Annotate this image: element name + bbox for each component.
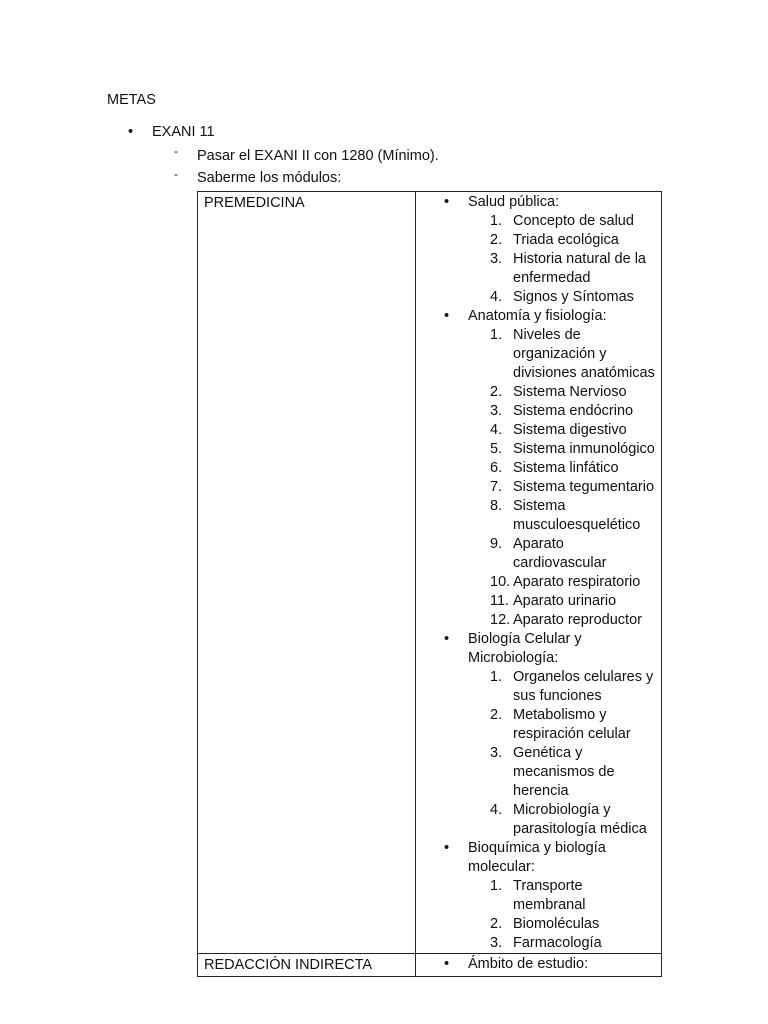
subtopic-number: 2. xyxy=(490,384,503,400)
subtopic-number: 3. xyxy=(490,935,503,951)
module-topics-cell xyxy=(416,192,662,954)
subtopic-text: Sistema Nervioso xyxy=(513,384,627,400)
subtopic-item xyxy=(468,744,657,801)
subtopic-number: 4. xyxy=(490,289,503,305)
subtopic-text: Farmacología xyxy=(513,935,602,951)
subtopic-text: Aparato respiratorio xyxy=(513,574,641,590)
subtopic-text: Metabolismo y respiración celular xyxy=(513,707,631,742)
subtopic-text: Signos y Síntomas xyxy=(513,289,634,305)
subtopic-number: 7. xyxy=(490,479,503,495)
subtopic-number: 4. xyxy=(490,802,503,818)
subtopic-text: Historia natural de la enfermedad xyxy=(513,251,646,286)
topic-title: Ámbito de estudio: xyxy=(468,956,589,972)
topic-title: Salud pública: xyxy=(468,194,560,210)
topic-item xyxy=(416,630,657,839)
page-title: METAS xyxy=(107,92,156,108)
module-name-cell xyxy=(198,192,416,954)
subtopic-item xyxy=(468,288,657,307)
subtopic-text: Sistema inmunológico xyxy=(513,441,655,457)
subtopic-text: Sistema musculoesquelético xyxy=(513,498,641,533)
topic-title: Bioquímica y biología molecular: xyxy=(468,840,606,875)
topic-title: Anatomía y fisiología: xyxy=(468,308,607,324)
subtopic-number: 1. xyxy=(490,213,503,229)
subtopic-item xyxy=(468,934,657,953)
subtopic-number: 11. xyxy=(490,593,510,609)
subtopic-item xyxy=(468,535,657,573)
subtopic-number: 3. xyxy=(490,251,503,267)
subtopic-item xyxy=(468,402,657,421)
subtopic-number: 2. xyxy=(490,707,503,723)
subtopic-text: Microbiología y parasitología médica xyxy=(513,802,647,837)
module-name: REDACCIÓN INDIRECTA xyxy=(204,957,373,973)
subtopic-item xyxy=(468,231,657,250)
module-name: PREMEDICINA xyxy=(204,195,305,211)
subtopic-number: 5. xyxy=(490,441,503,457)
subtopic-item xyxy=(468,440,657,459)
subtopic-number: 2. xyxy=(490,232,503,248)
topic-list xyxy=(416,193,657,953)
subtopic-text: Concepto de salud xyxy=(513,213,634,229)
sub-goal-score: Pasar el EXANI II con 1280 (Mínimo). xyxy=(197,148,439,164)
subtopic-number: 10. xyxy=(490,574,511,590)
subtopic-number: 1. xyxy=(490,878,503,894)
module-topics-cell xyxy=(416,954,662,977)
subtopic-text: Niveles de organización y divisiones anatómicas xyxy=(513,327,655,381)
modules-table-body xyxy=(198,192,662,977)
topic-title: Biología Celular y Microbiología: xyxy=(468,631,582,666)
subtopic-text: Sistema linfático xyxy=(513,460,619,476)
subtopic-text: Sistema tegumentario xyxy=(513,479,655,495)
subtopic-number: 1. xyxy=(490,669,503,685)
subtopic-item xyxy=(468,801,657,839)
subtopic-item xyxy=(468,915,657,934)
subtopic-item xyxy=(468,212,657,231)
subtopic-number: 2. xyxy=(490,916,503,932)
sub-goal-modules: Saberme los módulos: xyxy=(197,170,342,186)
subtopic-item xyxy=(468,250,657,288)
subtopic-text: Sistema digestivo xyxy=(513,422,627,438)
subtopic-list xyxy=(468,212,657,307)
subtopic-text: Aparato urinario xyxy=(513,593,617,609)
subtopic-item xyxy=(468,459,657,478)
topic-item xyxy=(416,193,657,307)
modules-table xyxy=(197,191,662,977)
subtopic-item xyxy=(468,326,657,383)
subtopic-item xyxy=(468,611,657,630)
topic-item xyxy=(416,839,657,953)
subtopic-text: Biomoléculas xyxy=(513,916,600,932)
topic-item xyxy=(416,307,657,630)
subtopic-number: 1. xyxy=(490,327,503,343)
subtopic-text: Organelos celulares y sus funciones xyxy=(513,669,654,704)
subtopic-number: 6. xyxy=(490,460,503,476)
subtopic-list xyxy=(468,326,657,630)
subtopic-number: 12. xyxy=(490,612,511,628)
subtopic-item xyxy=(468,497,657,535)
subtopic-item xyxy=(468,592,657,611)
subtopic-item xyxy=(468,421,657,440)
subtopic-item xyxy=(468,706,657,744)
goal-item-exani: EXANI 11 xyxy=(152,124,215,140)
subtopic-item xyxy=(468,668,657,706)
module-name-cell xyxy=(198,954,416,977)
subtopic-text: Aparato reproductor xyxy=(513,612,642,628)
subtopic-item xyxy=(468,573,657,592)
subtopic-item xyxy=(468,383,657,402)
dash-icon: - xyxy=(174,167,178,181)
module-row xyxy=(198,192,662,954)
subtopic-number: 9. xyxy=(490,536,503,552)
subtopic-number: 3. xyxy=(490,745,503,761)
subtopic-number: 8. xyxy=(490,498,503,514)
module-row xyxy=(198,954,662,977)
subtopic-text: Genética y mecanismos de herencia xyxy=(513,745,615,799)
subtopic-item xyxy=(468,877,657,915)
subtopic-item xyxy=(468,478,657,497)
topic-list xyxy=(416,955,657,974)
subtopic-text: Transporte membranal xyxy=(513,878,586,913)
subtopic-text: Aparato cardiovascular xyxy=(513,536,607,571)
subtopic-text: Triada ecológica xyxy=(513,232,619,248)
bullet-icon: • xyxy=(128,124,134,140)
subtopic-list xyxy=(468,877,657,953)
subtopic-text: Sistema endócrino xyxy=(513,403,634,419)
subtopic-list xyxy=(468,668,657,839)
topic-item xyxy=(416,955,657,974)
subtopic-number: 4. xyxy=(490,422,503,438)
dash-icon: - xyxy=(174,144,178,158)
subtopic-number: 3. xyxy=(490,403,503,419)
